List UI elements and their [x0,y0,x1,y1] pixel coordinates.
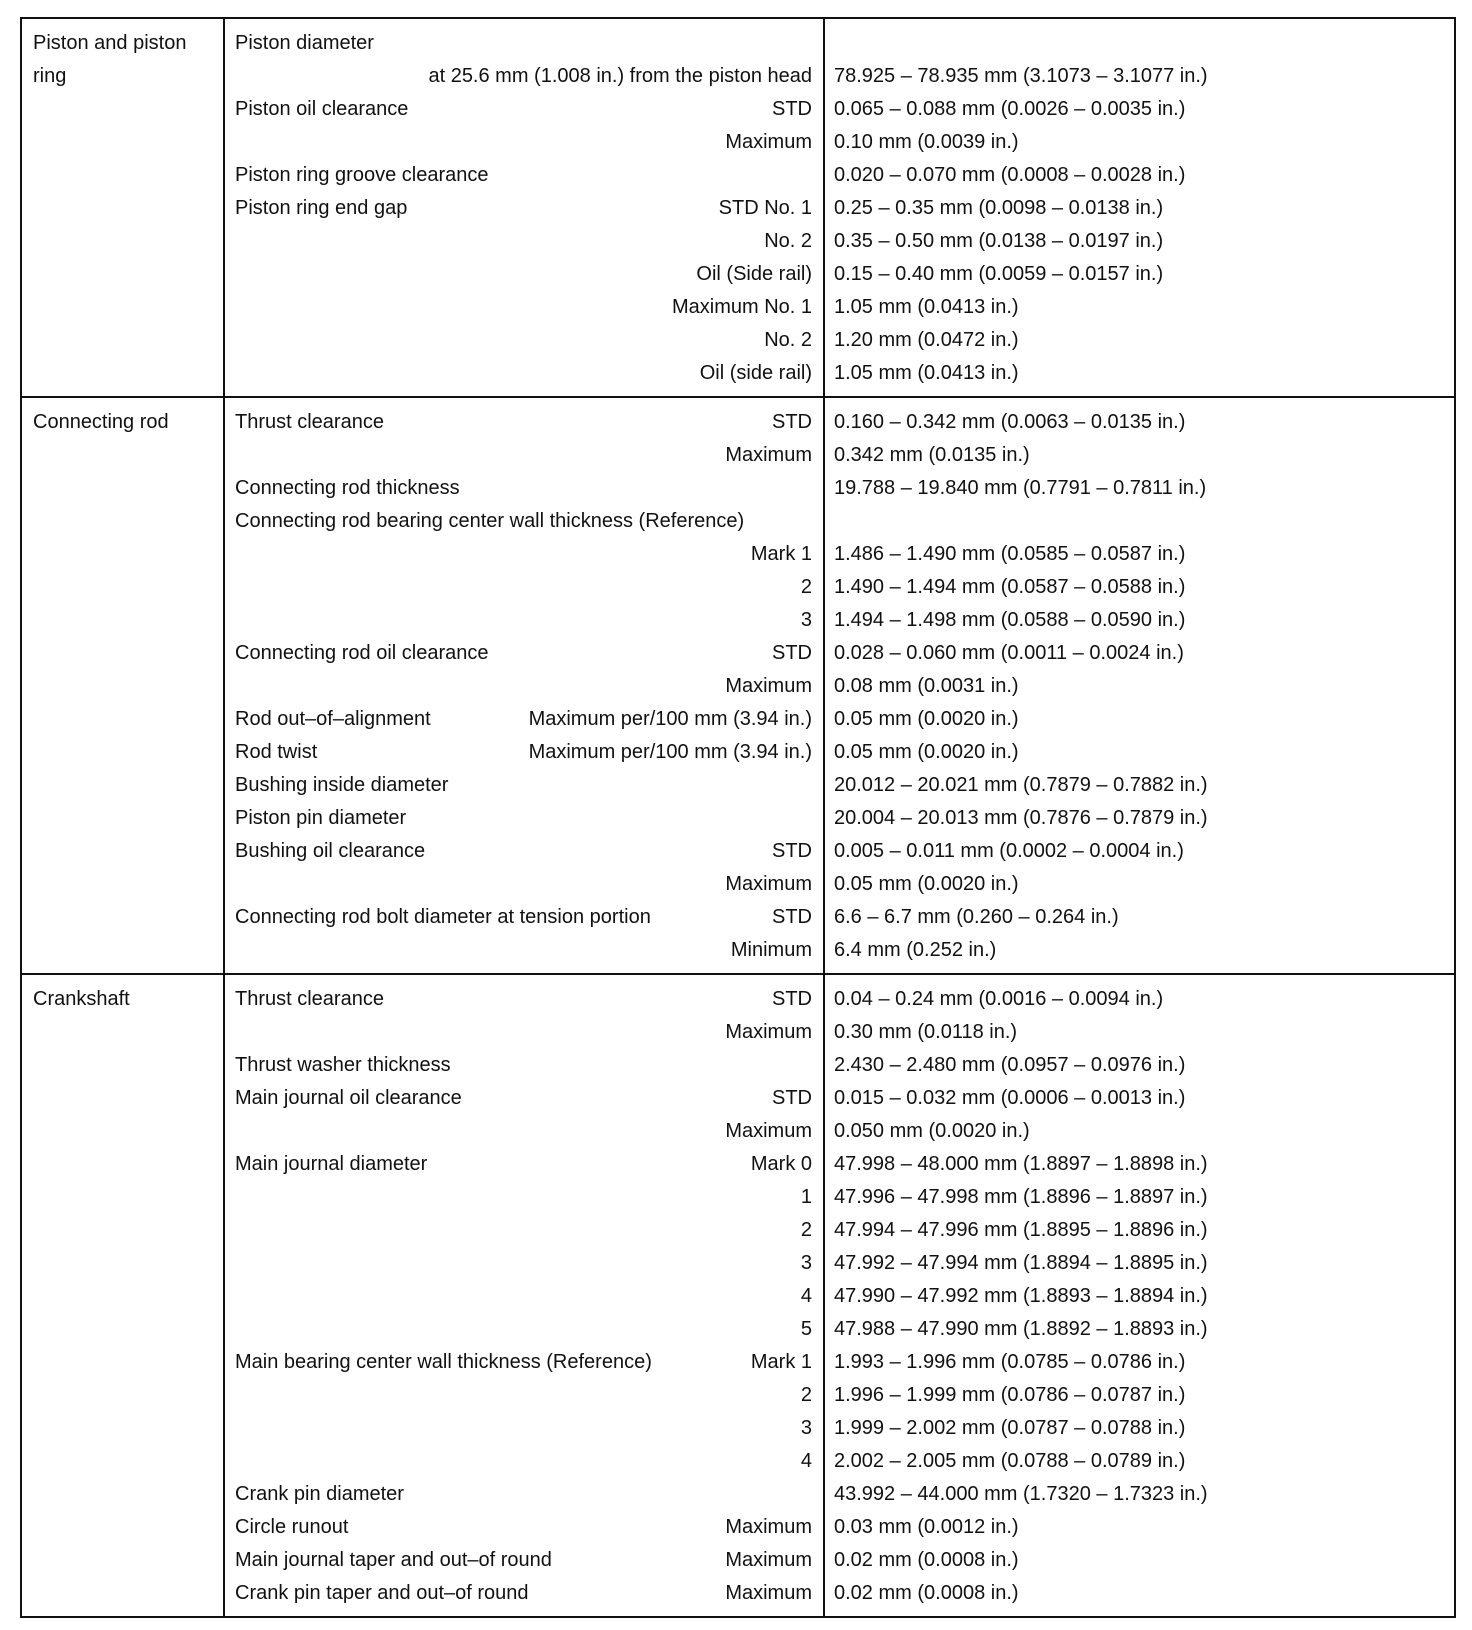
category-label: Piston and piston [33,32,187,54]
spec-value: 0.04 – 0.24 mm (0.0016 – 0.0094 in.) [834,988,1164,1010]
item-line [225,637,823,670]
item-line [225,1577,823,1610]
item-qualifier: STD [772,1087,812,1109]
item-label: Crank pin diameter [235,1483,404,1505]
spec-value: 1.05 mm (0.0413 in.) [834,296,1019,318]
item-line [225,439,823,472]
spec-value: 1.490 – 1.494 mm (0.0587 – 0.0588 in.) [834,576,1186,598]
category-label: ring [33,65,67,87]
spec-value: 0.30 mm (0.0118 in.) [834,1021,1018,1043]
item-line [225,670,823,703]
item-qualifier: Minimum [730,939,812,961]
item-line [225,769,823,802]
item-qualifier: Mark 1 [750,1351,812,1373]
item-qualifier: Maximum [725,1021,812,1043]
section-row-crankshaft [21,974,1455,1617]
spec-value [825,27,1454,60]
item-qualifier: Maximum [725,1516,812,1538]
item-line [225,126,823,159]
item-qualifier: STD [772,840,812,862]
item-qualifier: 3 [800,609,812,631]
item-label: Circle runout [235,1516,349,1538]
spec-value: 0.065 – 0.088 mm (0.0026 – 0.0035 in.) [834,98,1186,120]
item-qualifier: Maximum [725,675,812,697]
spec-value: 0.050 mm (0.0020 in.) [834,1120,1030,1142]
spec-value: 47.988 – 47.990 mm (1.8892 – 1.8893 in.) [834,1318,1208,1340]
item-qualifier: No. 2 [764,230,812,252]
item-qualifier: STD [772,98,812,120]
item-line [225,1412,823,1445]
item-line [225,324,823,357]
item-label: Connecting rod bolt diameter at tension portion [235,906,651,928]
spec-value: 0.015 – 0.032 mm (0.0006 – 0.0013 in.) [834,1087,1186,1109]
item-qualifier: STD [772,642,812,664]
spec-value: 1.993 – 1.996 mm (0.0785 – 0.0786 in.) [834,1351,1186,1373]
spec-value: 19.788 – 19.840 mm (0.7791 – 0.7811 in.) [834,477,1207,499]
item-line [225,159,823,192]
item-line [225,406,823,439]
spec-value: 0.05 mm (0.0020 in.) [834,708,1019,730]
spec-value: 0.005 – 0.011 mm (0.0002 – 0.0004 in.) [834,840,1184,862]
item-label: Main bearing center wall thickness (Reference) [235,1351,652,1373]
item-line [225,703,823,736]
item-label: Connecting rod oil clearance [235,642,489,664]
item-label: Bushing inside diameter [235,774,449,796]
item-label: Thrust clearance [235,411,384,433]
specification-table [20,17,1456,1618]
item-qualifier: 3 [800,1417,812,1439]
item-qualifier: Oil (side rail) [699,362,812,384]
item-qualifier: STD [772,988,812,1010]
spec-value: 2.430 – 2.480 mm (0.0957 – 0.0976 in.) [834,1054,1186,1076]
item-line [225,1016,823,1049]
item-qualifier: 3 [800,1252,812,1274]
item-qualifier: at 25.6 mm (1.008 in.) from the piston head [428,65,812,87]
item-qualifier: Maximum [725,444,812,466]
spec-value: 1.05 mm (0.0413 in.) [834,362,1019,384]
spec-value: 1.20 mm (0.0472 in.) [834,329,1019,351]
spec-value [825,505,1454,538]
item-line [225,27,823,60]
spec-value: 1.494 – 1.498 mm (0.0588 – 0.0590 in.) [834,609,1186,631]
item-line [225,1082,823,1115]
item-line [225,736,823,769]
item-label: Main journal taper and out–of round [235,1549,552,1571]
item-qualifier: No. 2 [764,329,812,351]
item-label: Crank pin taper and out–of round [235,1582,529,1604]
item-qualifier: Maximum per/100 mm (3.94 in.) [528,708,812,730]
spec-value: 1.486 – 1.490 mm (0.0585 – 0.0587 in.) [834,543,1186,565]
spec-value: 0.02 mm (0.0008 in.) [834,1582,1019,1604]
spec-value: 0.08 mm (0.0031 in.) [834,675,1019,697]
item-label: Piston oil clearance [235,98,409,120]
item-line [225,1544,823,1577]
spec-value: 0.342 mm (0.0135 in.) [834,444,1030,466]
item-line [225,225,823,258]
item-label: Piston ring end gap [235,197,408,219]
category-cell [21,18,224,397]
item-label: Piston pin diameter [235,807,407,829]
item-qualifier: STD [772,411,812,433]
spec-value: 1.996 – 1.999 mm (0.0786 – 0.0787 in.) [834,1384,1186,1406]
category-cell [21,397,224,974]
spec-value: 47.998 – 48.000 mm (1.8897 – 1.8898 in.) [834,1153,1208,1175]
spec-value: 2.002 – 2.005 mm (0.0788 – 0.0789 in.) [834,1450,1186,1472]
item-line [225,1379,823,1412]
item-line [225,901,823,934]
item-line [225,1280,823,1313]
item-cell [224,397,824,974]
spec-value: 0.05 mm (0.0020 in.) [834,873,1019,895]
item-qualifier: Maximum No. 1 [671,296,812,318]
spec-value: 1.999 – 2.002 mm (0.0787 – 0.0788 in.) [834,1417,1186,1439]
spec-value: 6.4 mm (0.252 in.) [834,939,997,961]
item-label: Connecting rod thickness [235,477,460,499]
spec-value: 0.160 – 0.342 mm (0.0063 – 0.0135 in.) [834,411,1186,433]
item-line [225,934,823,967]
item-line [225,258,823,291]
item-line [225,835,823,868]
item-qualifier: Mark 0 [750,1153,812,1175]
item-line [225,1181,823,1214]
item-line [225,802,823,835]
category-label: Connecting rod [33,411,169,433]
spec-value: 0.25 – 0.35 mm (0.0098 – 0.0138 in.) [834,197,1164,219]
item-qualifier: 2 [800,1384,812,1406]
section-row-connecting-rod [21,397,1455,974]
item-qualifier: Mark 1 [750,543,812,565]
item-qualifier: Maximum [725,1120,812,1142]
item-qualifier: 5 [800,1318,812,1340]
spec-value: 0.02 mm (0.0008 in.) [834,1549,1019,1571]
item-line [225,1247,823,1280]
item-line [225,1115,823,1148]
value-cell [824,18,1455,397]
item-qualifier: 2 [800,1219,812,1241]
item-label: Main journal diameter [235,1153,428,1175]
item-qualifier: Maximum [725,131,812,153]
item-label: Piston ring groove clearance [235,164,489,186]
item-line [225,357,823,390]
spec-value: 47.990 – 47.992 mm (1.8893 – 1.8894 in.) [834,1285,1208,1307]
item-qualifier: 4 [800,1285,812,1307]
item-qualifier: 4 [800,1450,812,1472]
item-line [225,1511,823,1544]
item-line [225,538,823,571]
item-qualifier: Maximum [725,1549,812,1571]
spec-value: 0.05 mm (0.0020 in.) [834,741,1019,763]
spec-value: 20.004 – 20.013 mm (0.7876 – 0.7879 in.) [834,807,1208,829]
item-line [225,604,823,637]
item-label: Thrust washer thickness [235,1054,451,1076]
item-label: Piston diameter [235,32,374,54]
item-qualifier: 2 [800,576,812,598]
spec-value: 0.10 mm (0.0039 in.) [834,131,1019,153]
spec-value: 0.35 – 0.50 mm (0.0138 – 0.0197 in.) [834,230,1164,252]
item-label: Rod out–of–alignment [235,708,431,730]
item-qualifier: Maximum [725,1582,812,1604]
item-line [225,1214,823,1247]
item-line [225,1478,823,1511]
item-line [225,60,823,93]
section-row-piston-and-piston-ring [21,18,1455,397]
item-line [225,93,823,126]
item-line [225,868,823,901]
spec-value: 6.6 – 6.7 mm (0.260 – 0.264 in.) [834,906,1119,928]
spec-value: 0.020 – 0.070 mm (0.0008 – 0.0028 in.) [834,164,1186,186]
item-line [225,983,823,1016]
spec-value: 0.028 – 0.060 mm (0.0011 – 0.0024 in.) [834,642,1184,664]
spec-value: 20.012 – 20.021 mm (0.7879 – 0.7882 in.) [834,774,1208,796]
category-label: Crankshaft [33,988,130,1010]
category-cell [21,974,224,1617]
spec-value: 78.925 – 78.935 mm (3.1073 – 3.1077 in.) [834,65,1208,87]
item-qualifier: Maximum per/100 mm (3.94 in.) [528,741,812,763]
item-line [225,1445,823,1478]
specification-table-body [21,18,1455,1617]
value-cell [824,397,1455,974]
item-qualifier: STD [772,906,812,928]
item-line [225,1313,823,1346]
item-line [225,472,823,505]
spec-value: 0.03 mm (0.0012 in.) [834,1516,1019,1538]
item-line [225,192,823,225]
item-label: Connecting rod bearing center wall thickness (Reference) [235,510,745,532]
spec-value: 47.994 – 47.996 mm (1.8895 – 1.8896 in.) [834,1219,1208,1241]
item-qualifier: Maximum [725,873,812,895]
item-cell [224,18,824,397]
item-line [225,571,823,604]
item-cell [224,974,824,1617]
item-line [225,291,823,324]
item-label: Bushing oil clearance [235,840,426,862]
item-line [225,1049,823,1082]
spec-value: 47.992 – 47.994 mm (1.8894 – 1.8895 in.) [834,1252,1208,1274]
spec-value: 47.996 – 47.998 mm (1.8896 – 1.8897 in.) [834,1186,1208,1208]
spec-value: 43.992 – 44.000 mm (1.7320 – 1.7323 in.) [834,1483,1208,1505]
item-line [225,1346,823,1379]
item-qualifier: Oil (Side rail) [696,263,812,285]
item-line [225,505,823,538]
item-label: Rod twist [235,741,318,763]
value-cell [824,974,1455,1617]
item-label: Thrust clearance [235,988,384,1010]
spec-value: 0.15 – 0.40 mm (0.0059 – 0.0157 in.) [834,263,1164,285]
item-qualifier: STD No. 1 [718,197,812,219]
item-label: Main journal oil clearance [235,1087,462,1109]
item-qualifier: 1 [800,1186,812,1208]
item-line [225,1148,823,1181]
